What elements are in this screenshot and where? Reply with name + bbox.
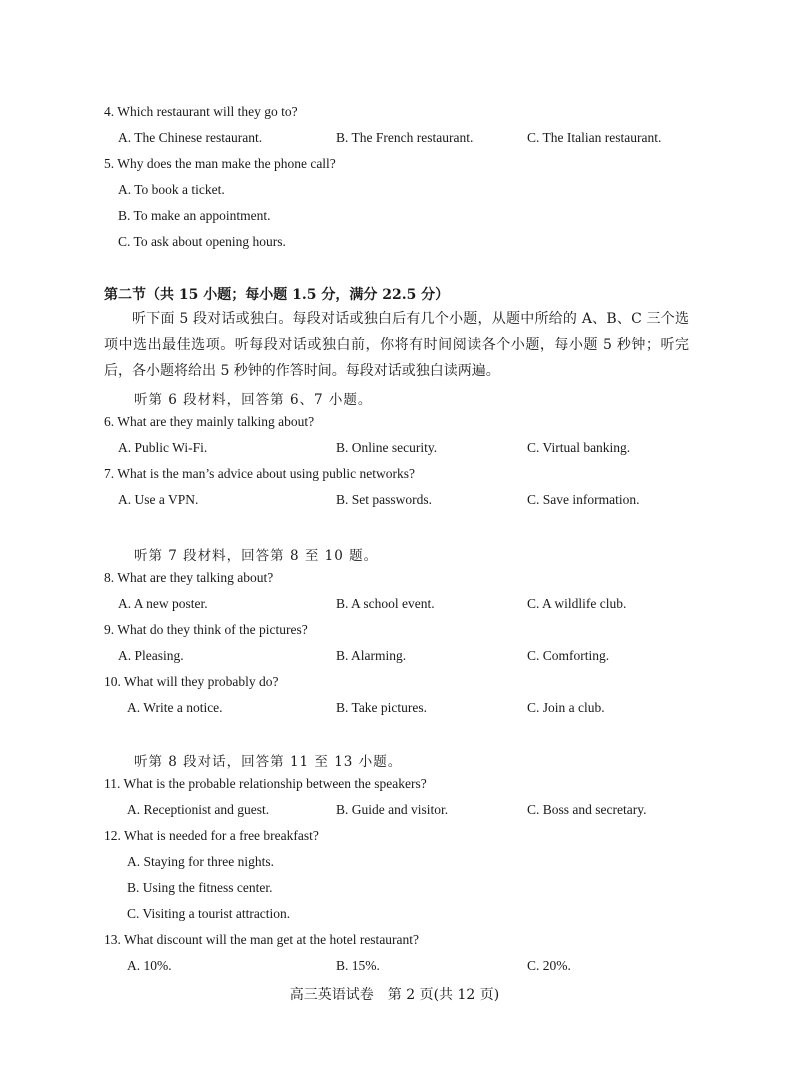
section-title: 第二节（共 15 小题；每小题 1.5 分，满分 22.5 分） [104,287,450,303]
question-13: 13. What discount will the man get at the hotel restaurant? [104,932,420,947]
q8-option-a: A. A new poster. [118,596,208,611]
q9-option-b: B. Alarming. [336,648,407,663]
question-10: 10. What will they probably do? [104,674,279,689]
q9-option-c: C. Comforting. [527,648,610,663]
q5-option-b: B. To make an appointment. [118,208,271,223]
q6-option-b: B. Online security. [336,440,438,455]
section-instructions: 听下面 5 段对话或独白。每段对话或独白后有几个小题，从题中所给的 A、B、C 三个选项中选出最佳选项。听每段对话或独白前，你将有时间阅读各个小题，每小题 5 秒钟；听完后，各小题将给出 5 秒钟的作答时间。每段对话或独白读两遍。 [104,311,689,379]
q11-option-a: A. Receptionist and guest. [127,802,270,817]
q8-option-b: B. A school event. [336,596,435,611]
q8-option-c: C. A wildlife club. [527,596,627,611]
q7-option-c: C. Save information. [527,492,640,507]
q6-option-c: C. Virtual banking. [527,440,631,455]
q4-option-a: A. The Chinese restaurant. [118,130,263,145]
question-6: 6. What are they mainly talking about? [104,414,315,429]
q13-option-b: B. 15%. [336,958,380,973]
q10-option-b: B. Take pictures. [336,700,428,715]
q7-option-a: A. Use a VPN. [118,492,199,507]
group-6-lead: 听第 6 段材料，回答第 6、7 小题。 [134,392,373,408]
group-7-lead: 听第 7 段材料，回答第 8 至 10 题。 [134,548,379,564]
question-4: 4. Which restaurant will they go to? [104,104,298,119]
q12-option-b: B. Using the fitness center. [127,880,273,895]
q4-option-c: C. The Italian restaurant. [527,130,662,145]
question-7: 7. What is the man’s advice about using public networks? [104,466,415,481]
question-9: 9. What do they think of the pictures? [104,622,308,637]
q6-option-a: A. Public Wi-Fi. [118,440,208,455]
page-footer: 高三英语试卷 第 2 页(共 12 页) [289,987,500,1003]
group-8-lead: 听第 8 段对话，回答第 11 至 13 小题。 [134,754,403,770]
q12-option-a: A. Staying for three nights. [127,854,274,869]
question-12: 12. What is needed for a free breakfast? [104,828,319,843]
q9-option-a: A. Pleasing. [118,648,184,663]
q10-option-a: A. Write a notice. [127,700,223,715]
q11-option-c: C. Boss and secretary. [527,802,647,817]
q11-option-b: B. Guide and visitor. [336,802,449,817]
q5-option-a: A. To book a ticket. [118,182,225,197]
q10-option-c: C. Join a club. [527,700,605,715]
q13-option-c: C. 20%. [527,958,571,973]
question-11: 11. What is the probable relationship between the speakers? [104,776,427,791]
q13-option-a: A. 10%. [127,958,172,973]
q12-option-c: C. Visiting a tourist attraction. [127,906,291,921]
q4-option-b: B. The French restaurant. [336,130,474,145]
q5-option-c: C. To ask about opening hours. [118,234,286,249]
q7-option-b: B. Set passwords. [336,492,433,507]
question-8: 8. What are they talking about? [104,570,274,585]
question-5: 5. Why does the man make the phone call? [104,156,336,171]
